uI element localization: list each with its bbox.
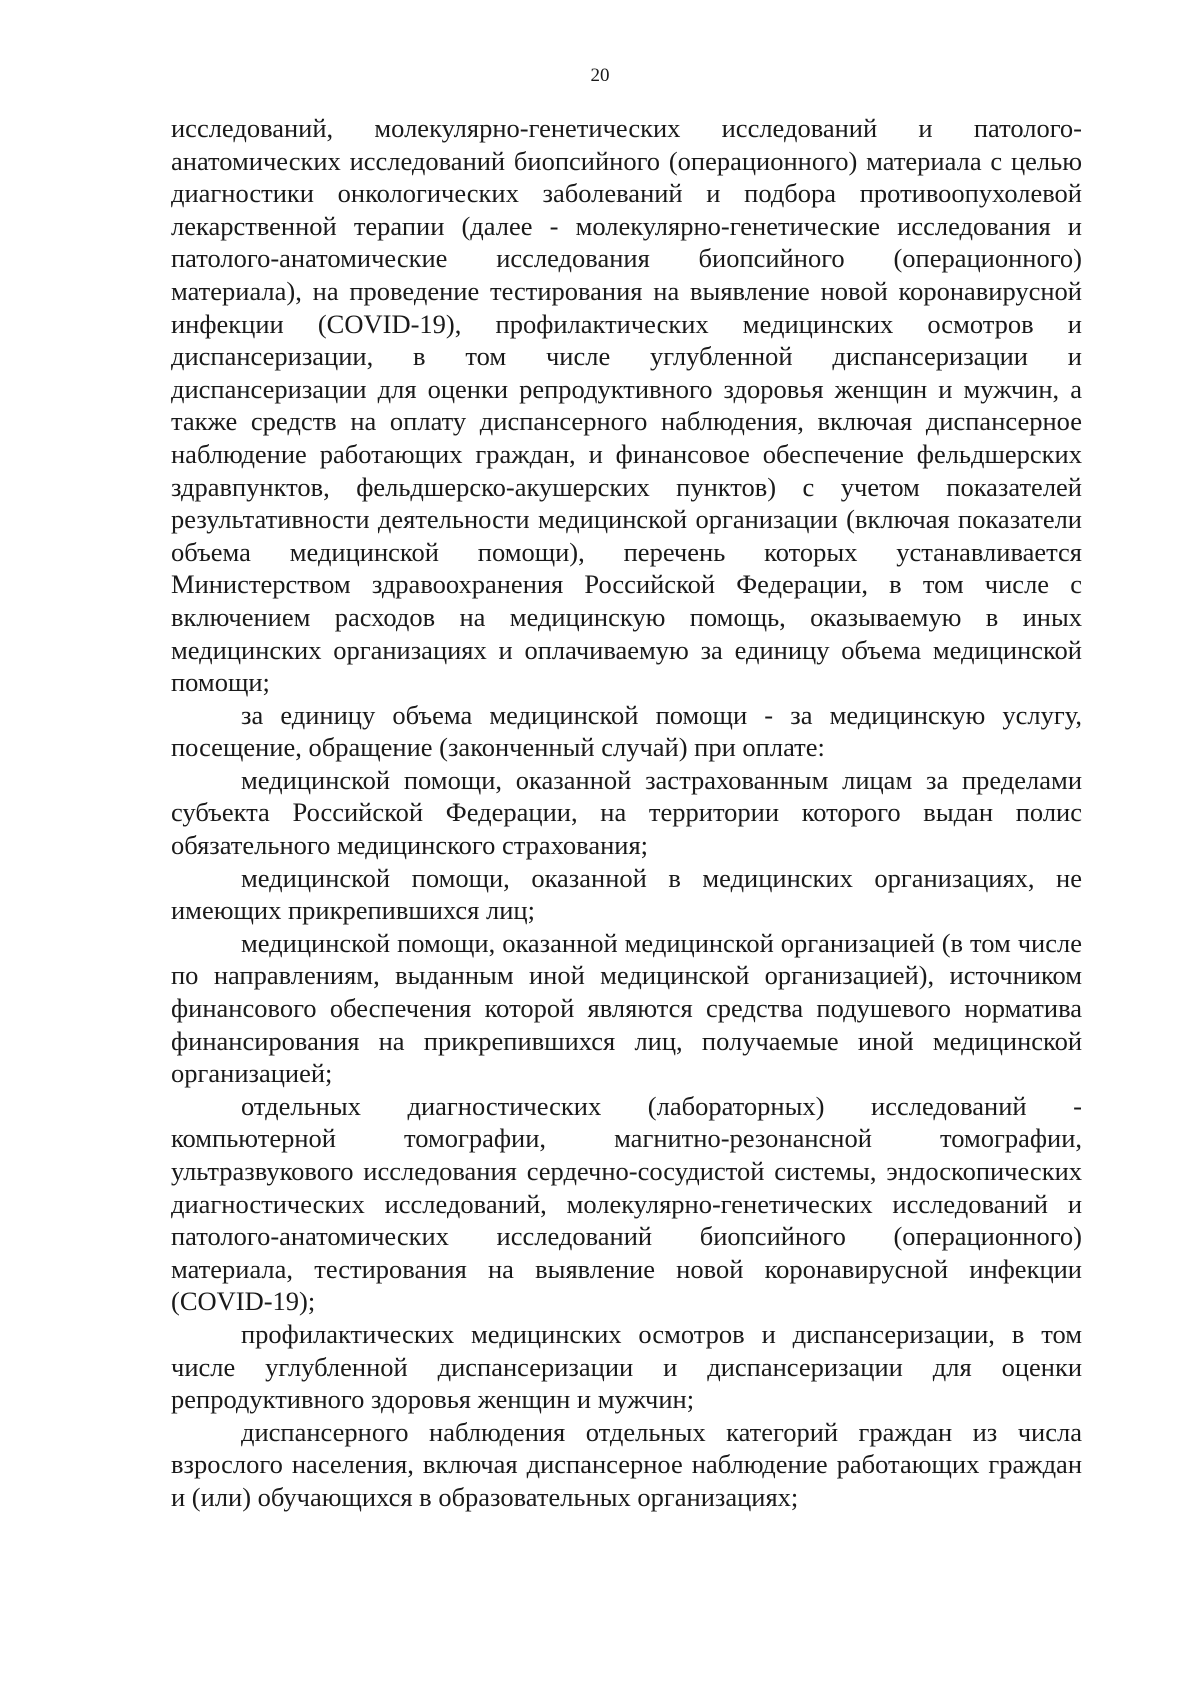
paragraph-2: за единицу объема медицинской помощи - за медицинскую услугу, посещение, обращение (законченный случай) при оплате: — [171, 699, 1082, 763]
paragraph-1: исследований, молекулярно-генетических исследований и патолого-анатомических исследований биопсийного (операционного) материала с целью диагностики онкологических заболеваний и подбора противоопухолевой лекарственной терапии (далее - молекулярно-генетические исследования и патолого-анатомические исследования биопсийного (операционного) материала), на проведение тестирования на выявление новой коронавирусной инфекции (COVID-19), профилактических медицинских осмотров и диспансеризации, в том числе углубленной диспансеризации и диспансеризации для оценки репродуктивного здоровья женщин и мужчин, а также средств на оплату диспансерного наблюдения, включая диспансерное наблюдение работающих граждан, и финансовое обеспечение фельдшерских здравпунктов, фельдшерско-акушерских пунктов) с учетом показателей результативности деятельности медицинской организации (включая показатели объема медицинской помощи), перечень которых устанавливается Министерством здравоохранения Российской Федерации, в том числе с включением расходов на медицинскую помощь, оказываемую в иных медицинских организациях и оплачиваемую за единицу объема медицинской помощи; — [171, 113, 1082, 698]
body-text — [171, 112, 1082, 1514]
paragraph-5: медицинской помощи, оказанной медицинской организацией (в том числе по направлениям, выданным иной медицинской организацией), источником финансового обеспечения которой являются средства подушевого норматива финансирования на прикрепившихся лиц, получаемые иной медицинской организацией; — [171, 927, 1082, 1089]
page-number: 20 — [590, 65, 610, 86]
paragraph-4: медицинской помощи, оказанной в медицинских организациях, не имеющих прикрепившихся лиц; — [171, 862, 1082, 926]
paragraph-7: профилактических медицинских осмотров и диспансеризации, в том числе углубленной диспансеризации и диспансеризации для оценки репродуктивного здоровья женщин и мужчин; — [171, 1318, 1082, 1415]
paragraph-8: диспансерного наблюдения отдельных категорий граждан из числа взрослого населения, включая диспансерное наблюдение работающих граждан и (или) обучающихся в образовательных организациях; — [171, 1416, 1082, 1512]
paragraph-3: медицинской помощи, оказанной застрахованным лицам за пределами субъекта Российской Федерации, на территории которого выдан полис обязательного медицинского страхования; — [171, 764, 1082, 861]
paragraph-6: отдельных диагностических (лабораторных) исследований - компьютерной томографии, магнитно-резонансной томографии, ультразвукового исследования сердечно-сосудистой системы, эндоскопических диагностических исследований, молекулярно-генетических исследований и патолого-анатомических исследований биопсийного (операционного) материала, тестирования на выявление новой коронавирусной инфекции (COVID-19); — [171, 1090, 1082, 1317]
